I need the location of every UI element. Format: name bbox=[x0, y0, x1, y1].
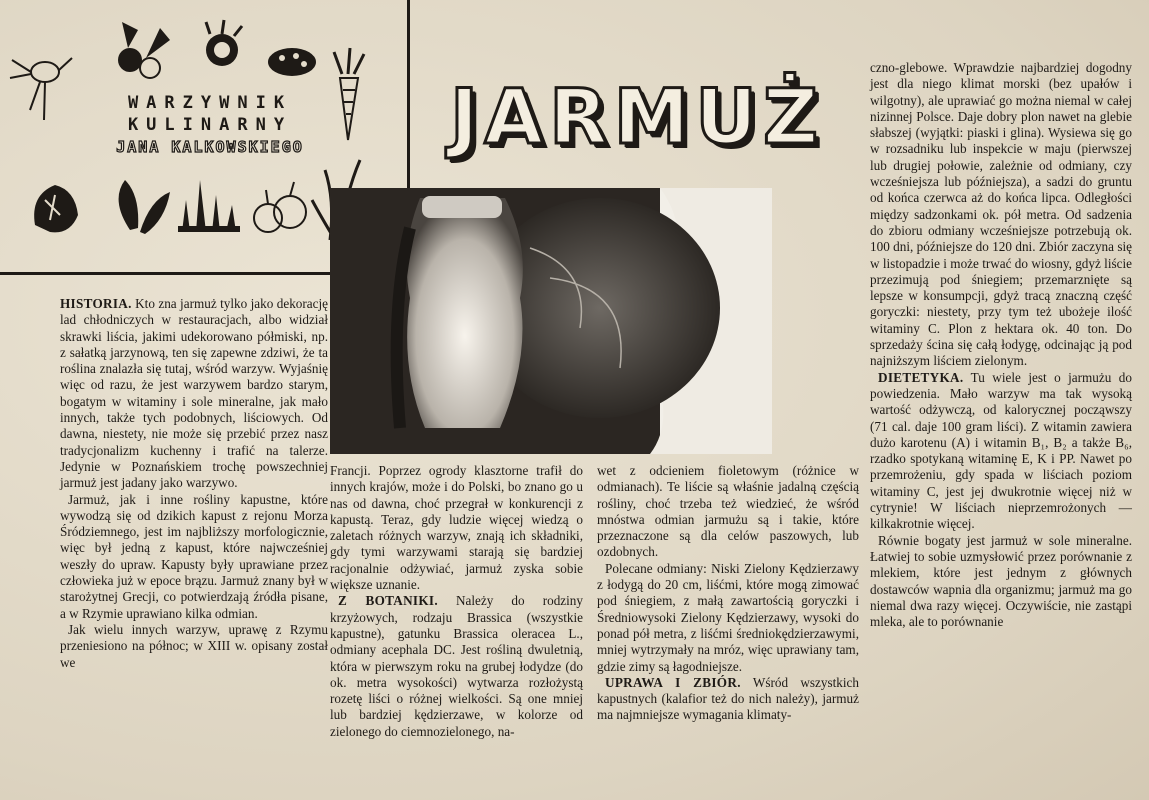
cauliflower-icon bbox=[268, 48, 316, 76]
paragraph: Jak wielu innych warzyw, uprawę z Rzymu przeniesiono na północ; w XIII w. opisany został we bbox=[60, 621, 328, 670]
paragraph: DIETETYKA. Tu wiele jest o jarmużu do powiedzenia. Mało warzyw ma tak wysoką wartość odżywczą, od kalorycznej począwszy (71 cal. daje 100 gram liści). Z witamin zawiera dużo karotenu (A) i witamin B₁, B₂ a także B₆, rzadko spotykaną witaminę E, K i PP. Nawet po przemrożeniu, gdy spada w liściach poziom witaminy C, jest jej dwukrotnie więcej niż w cytrynie! W liściach nieprzemrożonych — kilkakrotnie więcej. bbox=[870, 369, 1132, 532]
paragraph: czno-glebowe. Wprawdzie najbardziej dogodny jest dla niego klimat morski (bez upałów i wilgotny), ale uprawiać go można niemal w całej nizinnej Polsce. Daje dobry plon nawet na glebie słabszej (wyjątki: piaski i glina). Wysiewa się go w rozsadniku lub inspekcie w maju (pierwszej lub drugiej połowie, zależnie od odmiany, czy wcześniejsza lub późniejsza), a sadzi do gruntu od końca czerwca aż do końca lipca. Odległości między sadzonkami ok. pół metra. Od sadzenia do zbioru odmiany wcześniejsze potrzebują ok. 100 dni, późniejsze do 120 dni. Zbiór zaczyna się w listopadzie i może trwać do wiosny, gdyż liście przezimują pod śniegiem; przemarznięte są lepsze w konsumpcji, gdyż tracą znaczną część goryczki: niestety, przy tym też ubożeje ilość witaminy C. Plon z hektara ok. 40 ton. Do sprzedaży ścina się całą łodygę, odcinając ją pod najniższym liściem zielonym. bbox=[870, 60, 1132, 369]
article-title: JARMUŻ bbox=[450, 72, 825, 161]
paragraph: Polecane odmiany: Niski Zielony Kędzierzawy z łodygą do 20 cm, liśćmi, które mogą zimować pod śniegiem, z małą zawartością goryczki i Średniowysoki Zielony Kędzierzawy, wysoki do ponad pół metra, z liśćmi średniokędzierzawymi, mniej wytrzymały na mróz, więc uprawiany tam, gdzie zimy są łagodniejsze. bbox=[597, 560, 859, 674]
section-lead-historia: HISTORIA. bbox=[60, 296, 132, 311]
spinach-icon bbox=[119, 180, 170, 234]
paragraph: UPRAWA I ZBIÓR. Wśród wszystkich kapustnych (kalafior też do nich należy), jarmuż ma najmniejsze wymagania klimaty- bbox=[597, 674, 859, 723]
paragraph: HISTORIA. Kto zna jarmuż tylko jako dekorację lad chłodniczych w restauracjach, albo widział skrawki liścia, jakimi udekorowano półmiski, np. z sałatką jarzynową, ten się zapewne zdziwi, że ta roślina znalazła się tutaj, wśród warzyw. Wyjaśnię więc od razu, że jest warzywem bardzo starym, bogatym w witaminy i sole mineralne, jak mało innych, także tych podobnych, liściowych. Od dawna, niestety, nie może się przebić przez nasz tradycjonalizm kuchenny i trafić na talerze. Jedynie w Poznańskiem trochę powszechniej jarmuż jest jadany jako warzywo. bbox=[60, 296, 328, 491]
section-lead-uprawa: UPRAWA I ZBIÓR. bbox=[605, 674, 741, 690]
article-column-2 bbox=[330, 463, 583, 740]
lettuce-icon bbox=[34, 185, 78, 232]
paragraph: Jarmuż, jak i inne rośliny kapustne, które wywodzą się od dzikich kapust z rejonu Morza Śródziemnego, jest im najbliższy morfologicznie, więc był jedną z kapust, które najwcześniej weszły do upraw. Kapusty były uprawiane przez człowieka już w epoce brązu. Jarmuż znany był w starożytnej Grecji, co potwierdzają źródła pisane, a w Rzymie uprawiano kilka odmian. bbox=[60, 491, 328, 621]
series-title-line1: WARZYWNIK bbox=[127, 93, 293, 113]
paragraph: Z BOTANIKI. Należy do rodziny krzyżowych, rodzaju Brassica (wszystkie kapustne), gatunku Brassica oleracea L., odmiany acephala DC. Jest rośliną dwuletnią, która w pierwszym roku na grubej łodydze (do ok. metra wysokości) wytwarza rozłożystą rozetę liści o różnej wielkości. Są one mniej lub bardziej kędzierzawe, w kolorze od zielonego do ciemnozielonego, na- bbox=[330, 593, 583, 739]
article-column-3 bbox=[597, 463, 859, 724]
paragraph: wet z odcieniem fioletowym (różnice w odmianach). Te liście są właśnie jadalną częścią rośliny, choć trzeba też wiedzieć, że wśród mnóstwa odmian jarmużu są i takie, które przeznaczone są dla celów paszowych, lub ozdobnych. bbox=[597, 463, 859, 560]
onions-icon bbox=[254, 182, 306, 232]
radish-icon bbox=[118, 22, 170, 78]
beet-icon bbox=[206, 20, 242, 66]
paragraph: Równie bogaty jest jarmuż w sole mineralne. Łatwiej to sobie uzmysłowić przez porównanie z mlekiem, które jest jednym z głównych dostawców wapnia dla organizmu; jarmuż ma go niemal dwa razy więcej. Oczywiście, nie zastąpi mleka, ale to porównanie bbox=[870, 532, 1132, 630]
paragraph: Francji. Poprzez ogrody klasztorne trafił do innych krajów, może i do Polski, bo znano go u nas od dawna, choć przegrał w konkurencji z kapustą. Teraz, gdy ludzie więcej wiedzą o zaletach różnych warzyw, znają ich składniki, gdy tymi warzywami starają się bardziej racjonalnie odżywiać, jarmuż zyska sobie większe uznanie. bbox=[330, 463, 583, 593]
section-lead-dietetyka: DIETETYKA. bbox=[878, 369, 964, 385]
leek-icon bbox=[178, 180, 240, 232]
series-title bbox=[40, 92, 380, 158]
series-title-line3: JANA KALKOWSKIEGO bbox=[116, 138, 304, 156]
kale-photo bbox=[330, 188, 772, 454]
series-title-line2: KULINARNY bbox=[127, 115, 293, 135]
section-lead-botanika: Z BOTANIKI. bbox=[338, 593, 438, 609]
article-column-4 bbox=[870, 60, 1132, 630]
article-column-1 bbox=[60, 296, 328, 671]
